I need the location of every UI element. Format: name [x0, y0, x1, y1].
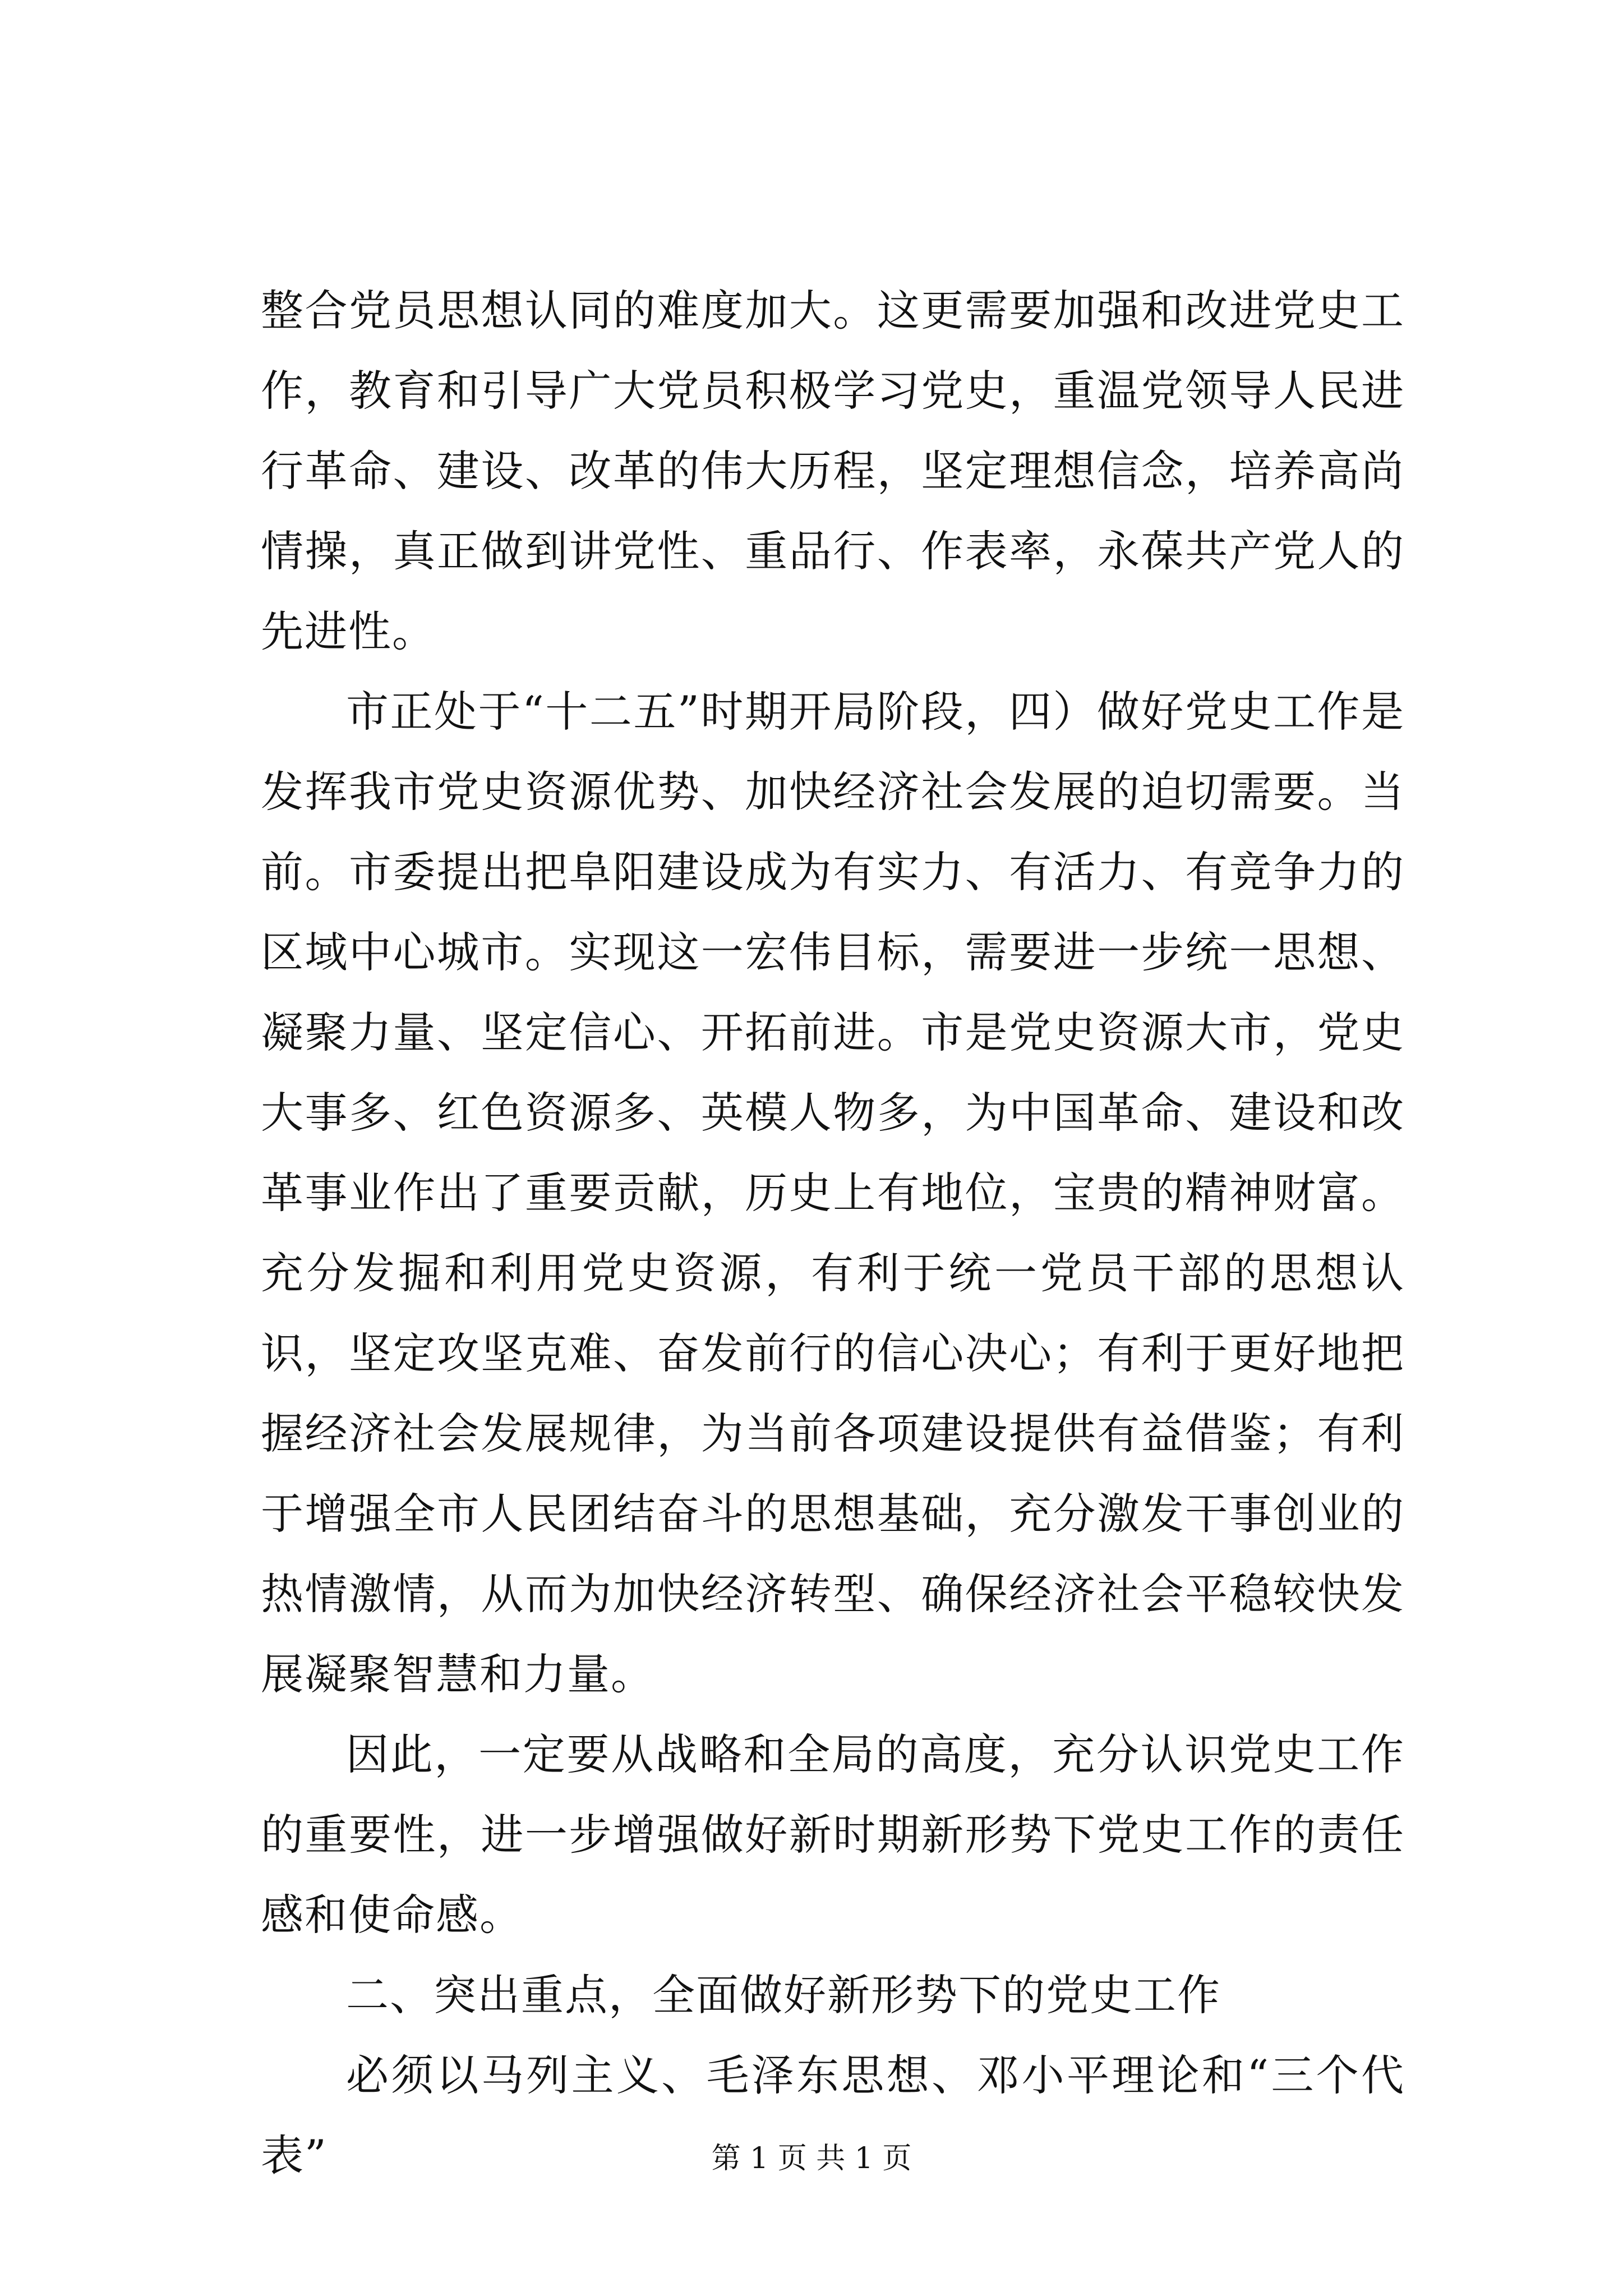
paragraph-2: 市正处于“十二五”时期开局阶段，四）做好党史工作是发挥我市党史资源优势、加快经济社会发展的迫切需要。当前。市委提出把阜阳建设成为有实力、有活力、有竞争力的区域中心城市。实现这一宏伟目标，需要进一步统一思想、凝聚力量、坚定信心、开拓前进。市是党史资源大市，党史大事多、红色资源多、英模人物多，为中国革命、建设和改革事业作出了重要贡献，历史上有地位，宝贵的精神财富。充分发掘和利用党史资源，有利于统一党员干部的思想认识，坚定攻坚克难、奋发前行的信心决心；有利于更好地把握经济社会发展规律，为当前各项建设提供有益借鉴；有利于增强全市人民团结奋斗的思想基础，充分激发干事创业的热情激情，从而为加快经济转型、确保经济社会平稳较快发展凝聚智慧和力量。 — [261, 687, 1405, 1699]
document-body — [261, 270, 1405, 2196]
page-footer: 第 1 页 共 1 页 — [711, 2142, 912, 2175]
section-heading: 二、突出重点，全面做好新形势下的党史工作 — [346, 1970, 1221, 2020]
paragraph-1: 整合党员思想认同的难度加大。这更需要加强和改进党史工作，教育和引导广大党员积极学习党史，重温党领导人民进行革命、建设、改革的伟大历程，坚定理想信念，培养高尚情操，真正做到讲党性、重品行、作表率，永葆共产党人的先进性。 — [261, 286, 1405, 656]
paragraph-4: 必须以马列主义、毛泽东思想、邓小平理论和“三个代表” — [261, 2050, 1405, 2180]
paragraph-3: 因此，一定要从战略和全局的高度，充分认识党史工作的重要性，进一步增强做好新时期新形势下党史工作的责任感和使命感。 — [261, 1729, 1405, 1940]
